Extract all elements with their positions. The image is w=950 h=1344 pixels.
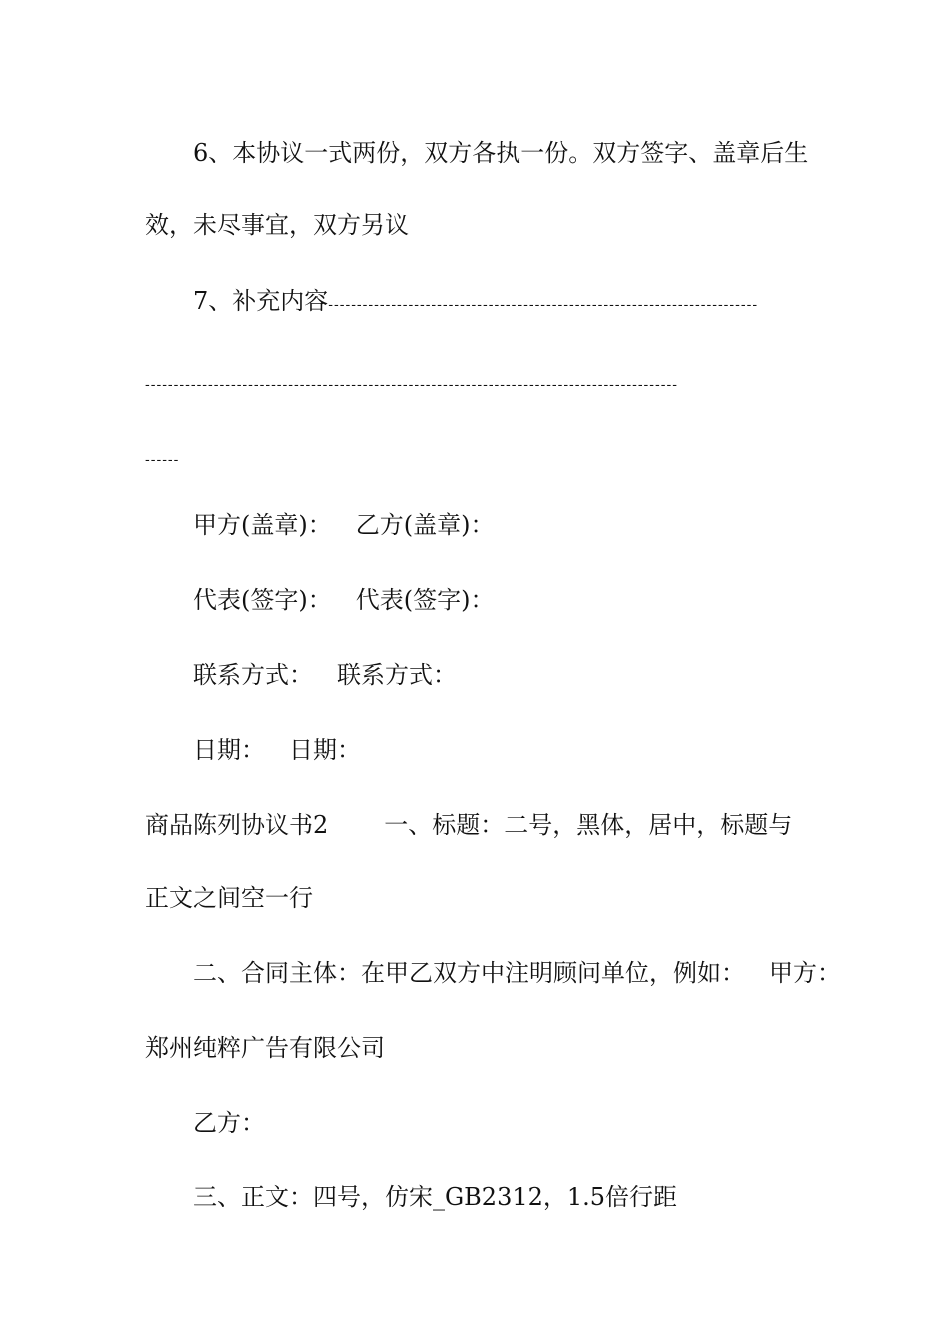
party-a-example-label: 甲方： — [769, 959, 841, 987]
supplement-dash-line-2 — [145, 370, 825, 400]
supplement-dash-line-3 — [145, 445, 825, 475]
date-line — [193, 735, 825, 765]
format-item-1-line-2 — [145, 883, 825, 913]
agreement-2-title: 商品陈列协议书2 — [145, 811, 329, 839]
clause-7-line — [193, 286, 825, 320]
clause-6-text-part2: 效，未尽事宜，双方另议 — [145, 211, 409, 239]
agreement-2-heading-line — [145, 810, 825, 840]
party-b-seal-label: 乙方(盖章)： — [355, 511, 495, 539]
party-a-example-name-line — [145, 1033, 825, 1063]
format-item-3-line — [193, 1182, 825, 1212]
format-item-2-text: 二、合同主体：在甲乙双方中注明顾问单位，例如： — [193, 959, 745, 987]
party-a-contact-label: 联系方式： — [193, 661, 313, 689]
party-b-contact-label: 联系方式： — [337, 661, 457, 689]
format-item-1-part2: 正文之间空一行 — [145, 884, 313, 912]
supplement-dash-text-2: --------------------------------------------------------------------------------------------- — [145, 377, 678, 393]
party-b-example-label: 乙方： — [193, 1109, 265, 1137]
party-a-representative-label: 代表(签字)： — [193, 586, 332, 614]
clause-6-text-part1: 6、本协议一式两份，双方各执一份。双方签字、盖章后生 — [193, 139, 809, 167]
party-a-date-label: 日期： — [193, 736, 265, 764]
format-item-3-text: 三、正文：四号，仿宋_GB2312，1.5倍行距 — [193, 1183, 678, 1211]
seal-line — [193, 510, 825, 540]
clause-6-line-1 — [193, 138, 825, 168]
supplement-dash-line-1: --------------------------------------------------------------------------- — [328, 297, 759, 313]
representative-line — [193, 585, 825, 615]
party-a-seal-label: 甲方(盖章)： — [193, 511, 332, 539]
clause-7-label: 7、补充内容 — [193, 287, 329, 315]
contact-line — [193, 660, 825, 690]
party-a-example-name: 郑州纯粹广告有限公司 — [145, 1034, 385, 1062]
party-b-date-label: 日期： — [289, 736, 361, 764]
clause-6-line-2 — [145, 210, 825, 240]
format-item-2-line — [193, 958, 841, 988]
format-item-1-part1: 一、标题：二号，黑体，居中，标题与 — [384, 811, 793, 839]
supplement-dash-text-3: ------ — [145, 452, 180, 468]
party-b-representative-label: 代表(签字)： — [355, 586, 495, 614]
party-b-example-line — [193, 1108, 825, 1138]
